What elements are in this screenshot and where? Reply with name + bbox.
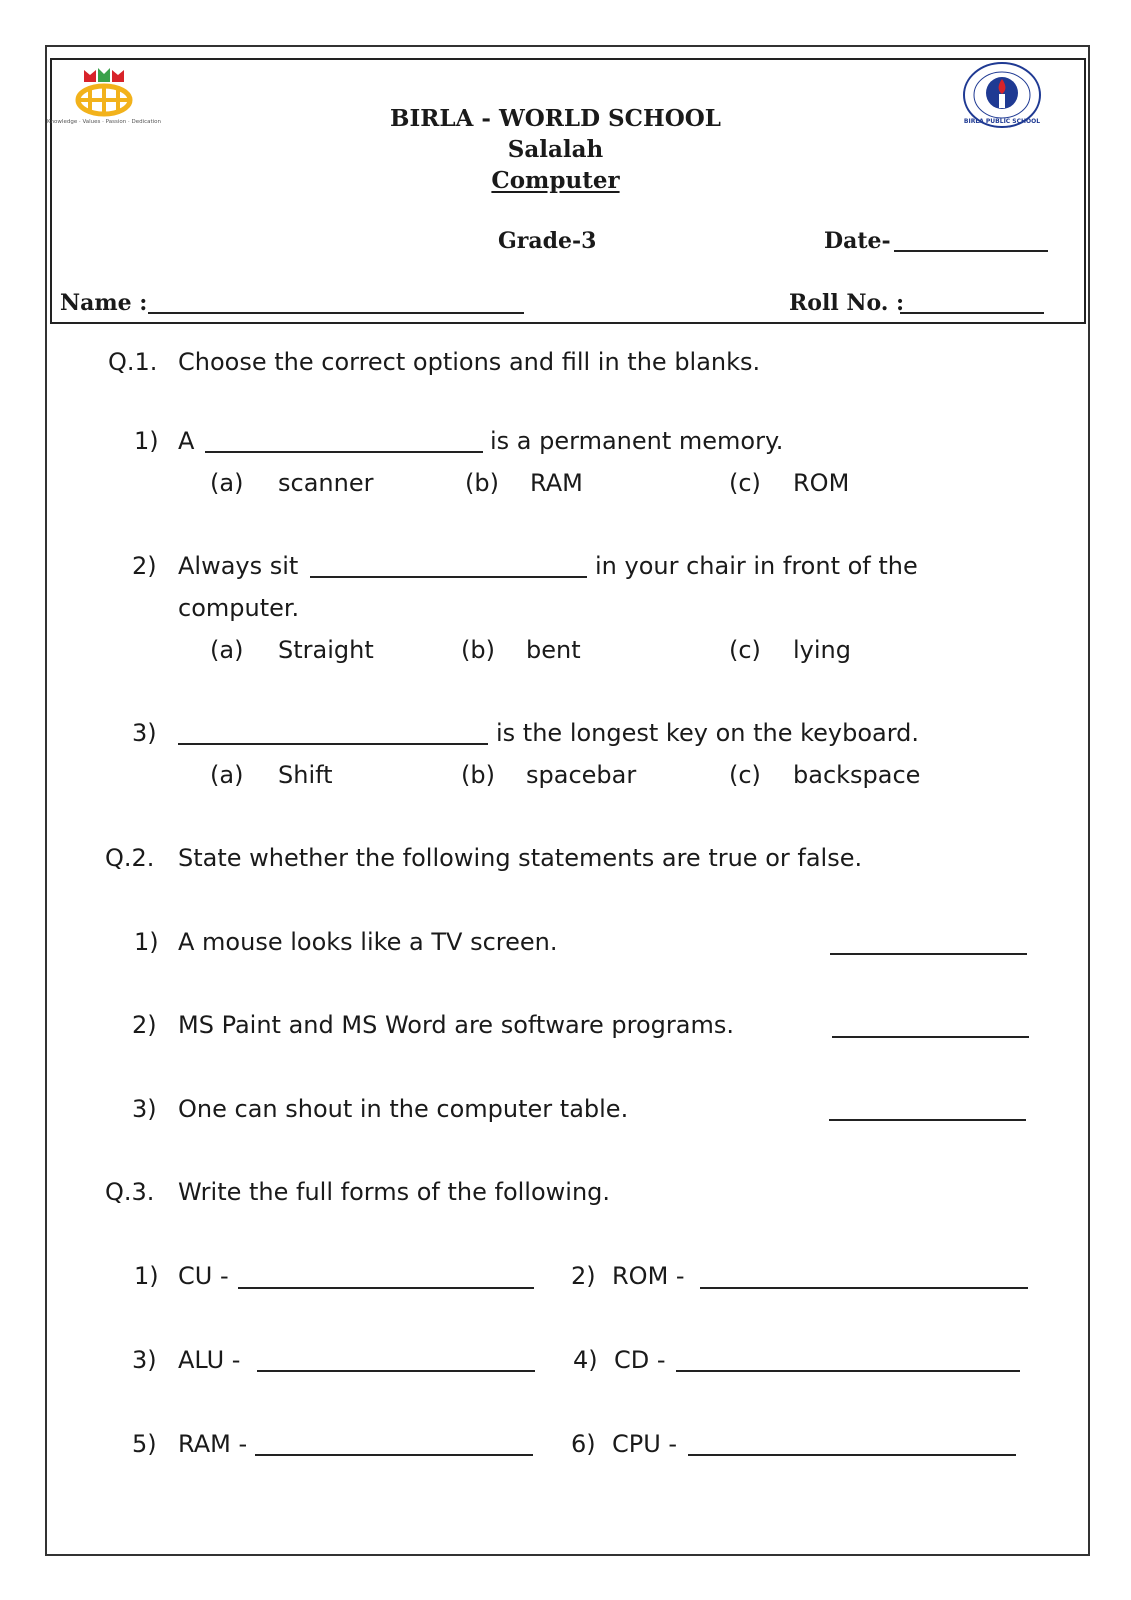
q1-item1-opt-a-label: (a) — [210, 469, 244, 497]
q3-item1-number: 1) — [134, 1262, 159, 1290]
roll-label: Roll No. : — [789, 290, 905, 316]
q1-item2-opt-a: Straight — [278, 636, 374, 664]
q2-item3-number: 3) — [132, 1095, 157, 1123]
q1-item3-opt-a: Shift — [278, 761, 333, 789]
q1-item3-after: is the longest key on the keyboard. — [496, 719, 920, 747]
q3-item3-blank[interactable] — [257, 1370, 535, 1372]
q2-item3-text: One can shout in the computer table. — [178, 1095, 629, 1123]
q2-title: State whether the following statements are true or false. — [178, 844, 863, 872]
date-blank[interactable] — [894, 250, 1048, 252]
q3-item2-blank[interactable] — [700, 1287, 1028, 1289]
q3-item5-number: 5) — [132, 1430, 157, 1458]
q1-item2-blank[interactable] — [310, 576, 587, 578]
q2-item2-number: 2) — [132, 1011, 157, 1039]
logo-book-red — [84, 70, 96, 82]
q3-item1-blank[interactable] — [238, 1287, 534, 1289]
q1-item2-opt-b-label: (b) — [461, 636, 495, 664]
q3-item3-number: 3) — [132, 1346, 157, 1374]
subject-title: Computer — [491, 167, 620, 194]
q1-item1-after: is a permanent memory. — [490, 427, 784, 455]
q2-item3-answer-blank[interactable] — [829, 1119, 1026, 1121]
q1-item2-number: 2) — [132, 552, 157, 580]
q2-item1-text: A mouse looks like a TV screen. — [178, 928, 558, 956]
q1-item3-opt-c: backspace — [793, 761, 921, 789]
q1-item2-line2: computer. — [178, 594, 300, 622]
q3-item5-blank[interactable] — [255, 1454, 533, 1456]
q3-item6-text: CPU - — [612, 1430, 678, 1458]
q3-number: Q.3. — [105, 1178, 155, 1206]
q1-item1-opt-a: scanner — [278, 469, 374, 497]
q1-item3-opt-b-label: (b) — [461, 761, 495, 789]
q1-item2-after: in your chair in front of the — [595, 552, 918, 580]
q1-item2-before: Always sit — [178, 552, 299, 580]
q3-item1-text: CU - — [178, 1262, 229, 1290]
logo-book-green — [98, 68, 110, 82]
q1-item1-opt-c: ROM — [793, 469, 850, 497]
q1-item3-blank[interactable] — [178, 743, 488, 745]
q2-item1-answer-blank[interactable] — [830, 953, 1027, 955]
q3-item4-blank[interactable] — [676, 1370, 1020, 1372]
q3-title: Write the full forms of the following. — [178, 1178, 611, 1206]
logo-left-text: Knowledge · Values · Passion · Dedication — [46, 119, 162, 125]
q1-item1-opt-c-label: (c) — [729, 469, 761, 497]
q1-item2-opt-c: lying — [793, 636, 851, 664]
q2-number: Q.2. — [105, 844, 155, 872]
q3-item2-number: 2) — [571, 1262, 596, 1290]
q1-item3-opt-b: spacebar — [526, 761, 637, 789]
q1-item2-opt-a-label: (a) — [210, 636, 244, 664]
school-name: BIRLA - WORLD SCHOOL — [390, 105, 721, 132]
date-label: Date- — [824, 228, 891, 254]
q2-item2-text: MS Paint and MS Word are software programs. — [178, 1011, 734, 1039]
q3-item6-number: 6) — [571, 1430, 596, 1458]
grade-label: Grade-3 — [498, 228, 597, 254]
q3-item4-number: 4) — [573, 1346, 598, 1374]
q2-item1-number: 1) — [134, 928, 159, 956]
q1-item3-number: 3) — [132, 719, 157, 747]
q3-item3-text: ALU - — [178, 1346, 241, 1374]
logo-right-text: BIRLA PUBLIC SCHOOL — [963, 118, 1041, 125]
logo-book-red-2 — [112, 70, 124, 82]
q3-item2-text: ROM - — [612, 1262, 685, 1290]
q1-number: Q.1. — [108, 348, 158, 376]
q1-item2-opt-c-label: (c) — [729, 636, 761, 664]
q1-item1-opt-b: RAM — [530, 469, 583, 497]
school-city: Salalah — [507, 136, 604, 163]
q3-item4-text: CD - — [614, 1346, 666, 1374]
q1-item3-opt-a-label: (a) — [210, 761, 244, 789]
q1-item1-before: A — [178, 427, 195, 455]
q1-item1-blank[interactable] — [205, 451, 483, 453]
q1-item2-opt-b: bent — [526, 636, 581, 664]
q1-item1-opt-b-label: (b) — [465, 469, 499, 497]
q1-title: Choose the correct options and fill in the blanks. — [178, 348, 761, 376]
q3-item5-text: RAM - — [178, 1430, 248, 1458]
q3-item6-blank[interactable] — [688, 1454, 1016, 1456]
roll-blank[interactable] — [900, 312, 1044, 314]
q1-item3-opt-c-label: (c) — [729, 761, 761, 789]
name-label: Name : — [60, 290, 148, 316]
name-blank[interactable] — [148, 312, 524, 314]
q1-item1-number: 1) — [134, 427, 159, 455]
q2-item2-answer-blank[interactable] — [832, 1036, 1029, 1038]
